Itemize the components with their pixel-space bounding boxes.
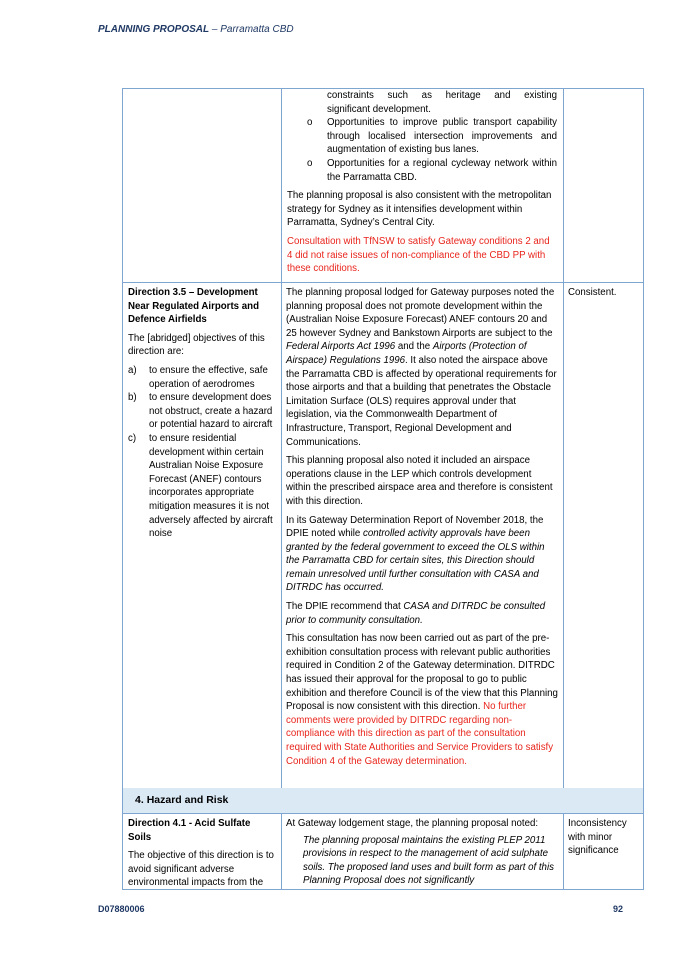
direction-3-5-consistency: Consistent. — [568, 287, 617, 298]
act-title: Federal Airports Act 1996 — [286, 341, 396, 353]
objectives-intro: The [abridged] objectives of this direction are: — [128, 332, 265, 358]
section-heading-bar — [123, 788, 643, 813]
header-subtitle: Parramatta CBD — [220, 24, 294, 35]
fragment-line-1: constraints such as heritage and existing — [327, 90, 557, 101]
continued-fragment — [287, 89, 557, 116]
regulation-title: Airports (Protection of Airspace) Regulations 1996 — [286, 341, 527, 366]
table-column-divider — [281, 89, 282, 889]
quoted-text: CASA and DITRDC be consulted prior to community consultation. — [286, 601, 546, 626]
item-marker: b) — [128, 392, 137, 404]
text-run: In its Gateway Determination Report of November 2018, the DPIE noted while — [286, 514, 544, 540]
direction-heading: Direction 4.1 - Acid Sulfate Soils — [128, 818, 251, 843]
bullet-marker: o — [307, 157, 313, 169]
header-title: PLANNING PROPOSAL — [98, 24, 210, 35]
direction-4-1-consistency: Inconsistency with minor significance — [568, 818, 627, 857]
list-item-text: Opportunities to improve public transport capability through localised intersection improvements and augmentation of existing bus lanes. — [327, 117, 557, 156]
paragraph — [286, 632, 558, 768]
text-run: The DPIE recommend that — [286, 601, 404, 613]
quoted-text: The planning proposal maintains the existing PLEP 2011 provisions in respect to the management of acid sulphate soils. The proposed land uses and built form as part of this Planning Proposal does not significantly — [303, 834, 554, 887]
consultation-note: Consultation with TfNSW to satisfy Gateway conditions 2 and 4 did not raise issues of non-compliance of the CBD PP with these conditions. — [287, 235, 550, 275]
header-separator: – — [209, 24, 221, 35]
table-row-divider — [123, 282, 643, 283]
text-run: . It also noted the airspace above the Parramatta CBD is affected by operational requirements for those airports and that a building that penetrates the Obstacle Limitation Surface (OLS) requires approval under that legislation, via the Commonwealth Department of Infrastructure, Transport, Regional Development and Communications. — [286, 354, 557, 448]
list-item-text: Opportunities for a regional cycleway network within the Parramatta CBD. — [327, 157, 557, 183]
item-marker: a) — [128, 364, 137, 376]
page-header — [98, 24, 294, 35]
paragraph — [286, 600, 558, 627]
direction-4-1-cell — [128, 817, 276, 895]
page-number: 92 — [613, 904, 624, 914]
objective-item — [128, 391, 276, 432]
document-id: D07880006 — [98, 904, 145, 914]
section-name: Hazard and Risk — [146, 794, 229, 806]
paragraph: At Gateway lodgement stage, the planning proposal noted: — [286, 818, 539, 829]
section-number: 4. — [135, 794, 144, 806]
item-text: to ensure residential development within certain Australian Noise Exposure Forecast (ANEF) contours incorporates appropriate mitigation measures it is not adversely affected by aircraft noise — [149, 432, 273, 540]
objective-item — [128, 432, 276, 541]
fragment-line-2: significant development. — [327, 103, 431, 115]
section-title — [135, 794, 228, 806]
table-column-divider — [563, 89, 564, 889]
list-item — [307, 116, 557, 157]
paragraph — [286, 514, 558, 596]
list-item — [307, 157, 557, 184]
paragraph: This planning proposal also noted it included an airspace operations clause in the LEP which controls development within the prescribed airspace area and therefore is consistent with this direction. — [286, 455, 553, 507]
consistency-table — [122, 88, 644, 890]
table-row-divider — [123, 813, 643, 814]
direction-4-1-assessment — [286, 817, 558, 893]
direction-3-5-assessment — [286, 286, 558, 773]
quoted-text: controlled activity approvals have been granted by the federal government to exceed the OLS within the Parramatta CBD for certain sites, this Direction should remain unresolved until further consultation with CASA and DITRDC has occurred. — [286, 528, 545, 594]
paragraph — [286, 286, 558, 449]
text-run: This consultation has now been carried out as part of the pre-exhibition consultation process with relevant public authorities required in Condition 2 of the Gateway determination. DITRDC has issued their approval for the proposal to go to public exhibition and therefore Council is of the view that this Planning Proposal is now consistent with this direction. — [286, 633, 558, 713]
text-run: The planning proposal lodged for Gateway purposes noted the planning proposal does not promote development within the (Australian Noise Exposure Forecast) ANEF contours 20 and 25 however Sydney and Bankstown Airports are subject to the — [286, 287, 555, 339]
objective-item — [128, 364, 276, 391]
consultation-note: No further comments were provided by DITRDC regarding non-compliance with this direction as part of the consultation required with State Authorities and Service Providers to satisfy Condition 4 of the Gateway determination. — [286, 701, 554, 767]
objective-text: The objective of this direction is to avoid significant adverse environmental impacts from the — [128, 850, 274, 889]
item-text: to ensure the effective, safe operation of aerodromes — [149, 364, 268, 390]
paragraph: The planning proposal is also consistent with the metropolitan strategy for Sydney as it intensifies development within Parramatta, Sydney’s Central City. — [287, 190, 552, 229]
bullet-marker: o — [307, 117, 313, 129]
item-marker: c) — [128, 432, 137, 444]
direction-heading: Direction 3.5 – Development Near Regulated Airports and Defence Airfields — [128, 287, 259, 326]
item-text: to ensure development does not obstruct, create a hazard or potential hazard to aircraft — [149, 392, 273, 431]
text-run: and the — [395, 341, 433, 353]
table-row-top-assessment — [287, 89, 557, 281]
direction-3-5-cell — [128, 286, 276, 541]
